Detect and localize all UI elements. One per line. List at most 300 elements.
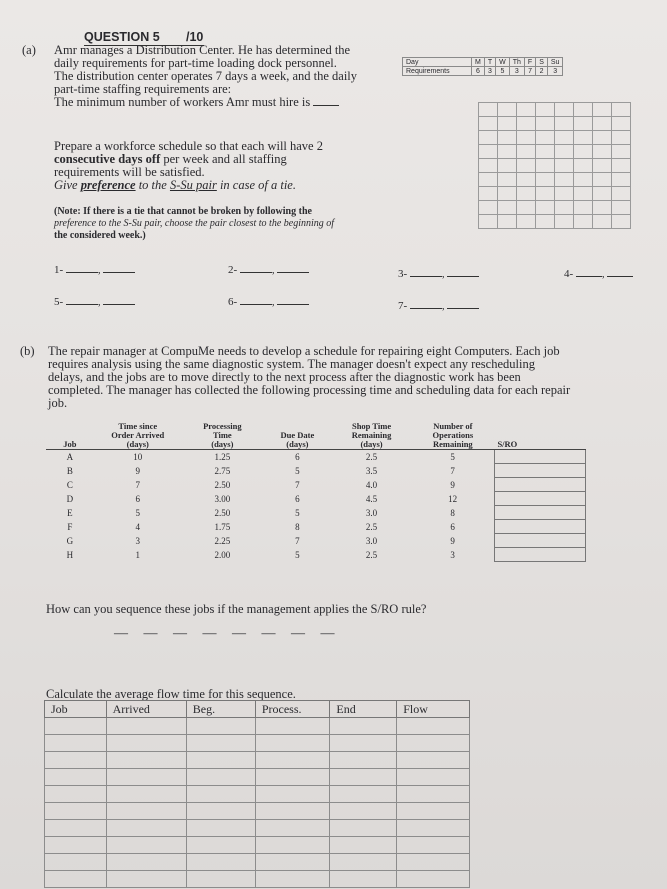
grid-cell[interactable]	[593, 173, 612, 187]
requirement-cell: 3	[547, 67, 563, 76]
job-cell-due: 6	[295, 493, 300, 504]
intro-line: The repair manager at CompuMe needs to develop a schedule for repairing eight Computers. Each job	[48, 344, 560, 358]
job-cell-due: 7	[295, 535, 300, 546]
sequence-answer-blanks[interactable]: — — — — — — — —	[114, 626, 341, 641]
job-cell-shop: 3.5	[365, 465, 378, 476]
intro-line: The distribution center operates 7 days a week, and the daily	[54, 69, 358, 83]
flow-row	[45, 871, 470, 888]
grid-cell[interactable]	[517, 117, 536, 131]
grid-cell[interactable]	[555, 103, 574, 117]
flow-col: Job	[45, 701, 107, 718]
min-workers-line	[54, 96, 394, 109]
flow-cell[interactable]	[330, 786, 397, 803]
min-workers-blank[interactable]	[313, 105, 339, 106]
job-cell-due: 5	[295, 465, 300, 476]
prepare-line-rest: per week and all staffing	[163, 152, 287, 166]
flow-cell[interactable]	[397, 735, 470, 752]
grid-cell[interactable]	[612, 173, 631, 187]
flow-cell[interactable]	[186, 769, 255, 786]
flow-cell[interactable]	[106, 871, 186, 888]
intro-line: completed. The manager has collected the following processing time and scheduling data for each repair	[48, 383, 571, 397]
part-a-label: (a)	[22, 43, 36, 57]
grid-cell[interactable]	[479, 201, 498, 215]
flow-row	[45, 752, 470, 769]
intro-line: daily requirements for part-time loading dock personnel.	[54, 56, 337, 70]
flow-cell[interactable]	[397, 786, 470, 803]
grid-cell[interactable]	[498, 201, 517, 215]
grid-cell[interactable]	[517, 215, 536, 229]
sro-cell[interactable]	[494, 548, 585, 562]
hdr-line: Time since	[118, 421, 158, 431]
grid-cell[interactable]	[498, 103, 517, 117]
flow-row	[45, 803, 470, 820]
job-cell-due: 5	[295, 549, 300, 560]
grid-row	[479, 103, 631, 117]
prepare-line: requirements will be satisfied.	[54, 165, 205, 179]
flow-cell[interactable]	[330, 752, 397, 769]
flow-cell[interactable]	[186, 735, 255, 752]
grid-cell[interactable]	[498, 215, 517, 229]
worker-slot-6[interactable]: 6- ,	[228, 296, 309, 308]
question-title: QUESTION 5	[84, 30, 160, 44]
flow-cell[interactable]	[186, 820, 255, 837]
flow-cell[interactable]	[330, 735, 397, 752]
col-arrived	[94, 422, 182, 450]
grid-cell[interactable]	[593, 103, 612, 117]
schedule-grid[interactable]	[478, 102, 631, 229]
job-row	[46, 492, 586, 506]
requirement-row	[403, 67, 563, 76]
sro-cell[interactable]	[494, 492, 585, 506]
min-workers-text: The minimum number of workers Amr must hire is	[54, 95, 311, 109]
slot-label: 1-	[54, 264, 64, 276]
col-due	[263, 422, 332, 450]
requirement-cell: 2	[536, 67, 548, 76]
note-line: (Note: If there is a tie that cannot be broken by following the	[54, 206, 312, 217]
grid-cell[interactable]	[574, 187, 593, 201]
part-b-intro	[48, 345, 648, 410]
grid-row	[479, 187, 631, 201]
grid-cell[interactable]	[612, 117, 631, 131]
grid-cell[interactable]	[555, 117, 574, 131]
job-cell-arrived: 1	[135, 549, 141, 560]
flow-cell[interactable]	[106, 752, 186, 769]
grid-cell[interactable]	[479, 103, 498, 117]
grid-cell[interactable]	[555, 201, 574, 215]
job-row	[46, 520, 586, 534]
grid-cell[interactable]	[593, 145, 612, 159]
flow-col: Flow	[397, 701, 470, 718]
grid-cell[interactable]	[498, 187, 517, 201]
grid-cell[interactable]	[517, 173, 536, 187]
flow-cell[interactable]	[397, 769, 470, 786]
job-cell-shop: 2.5	[365, 549, 378, 560]
job-row	[46, 506, 586, 520]
grid-cell[interactable]	[612, 145, 631, 159]
flow-row	[45, 718, 470, 735]
flow-cell[interactable]	[255, 752, 330, 769]
part-a-intro	[54, 44, 394, 109]
flow-cell[interactable]	[397, 837, 470, 854]
sro-cell[interactable]	[494, 478, 585, 492]
job-cell-due: 5	[295, 507, 300, 518]
note-line: preference to the S-Su pair, choose the pair closest to the beginning of	[54, 218, 335, 229]
job-cell-proc: 2.00	[214, 549, 231, 560]
flow-col: Beg.	[186, 701, 255, 718]
sro-cell[interactable]	[494, 520, 585, 534]
part-b-label: (b)	[20, 344, 35, 358]
flow-cell[interactable]	[397, 854, 470, 871]
job-row	[46, 548, 586, 562]
grid-cell[interactable]	[612, 187, 631, 201]
flow-cell[interactable]	[255, 735, 330, 752]
requirement-header: Requirements	[403, 67, 472, 76]
flow-cell[interactable]	[397, 803, 470, 820]
job-cell-job: A	[66, 451, 74, 462]
worker-slot-1[interactable]: 1- ,	[54, 264, 135, 276]
grid-cell[interactable]	[479, 117, 498, 131]
requirement-cell: 5	[496, 67, 510, 76]
grid-cell[interactable]	[612, 159, 631, 173]
intro-line: Amr manages a Distribution Center. He has determined the	[54, 43, 351, 57]
flow-row	[45, 837, 470, 854]
grid-cell[interactable]	[574, 159, 593, 173]
grid-row	[479, 215, 631, 229]
col-processing	[182, 422, 263, 450]
requirement-cell: 7	[524, 67, 535, 76]
flow-cell[interactable]	[330, 718, 397, 735]
worker-slot-5[interactable]: 5- ,	[54, 296, 135, 308]
grid-cell[interactable]	[517, 187, 536, 201]
job-row	[46, 464, 586, 478]
grid-cell[interactable]	[574, 201, 593, 215]
flow-cell[interactable]	[255, 837, 330, 854]
hdr-line: (days)	[286, 439, 309, 449]
grid-cell[interactable]	[498, 145, 517, 159]
flow-cell[interactable]	[330, 803, 397, 820]
prepare-line: Prepare a workforce schedule so that each will have 2	[54, 139, 323, 153]
job-cell-ops: 9	[450, 535, 455, 546]
col-ops	[411, 422, 494, 450]
day-cell: F	[524, 58, 535, 67]
job-cell-ops: 8	[450, 507, 455, 518]
job-cell-job: B	[66, 465, 73, 476]
day-cell: W	[496, 58, 510, 67]
worker-slot-7[interactable]: 7- ,	[398, 300, 479, 312]
col-job: Job	[46, 422, 94, 450]
flow-cell[interactable]	[397, 820, 470, 837]
grid-cell[interactable]	[555, 131, 574, 145]
hdr-line: Remaining	[351, 430, 392, 440]
tie-note	[54, 206, 394, 242]
day-cell: M	[472, 58, 485, 67]
day-requirements-table	[402, 57, 563, 76]
flow-cell[interactable]	[255, 871, 330, 888]
grid-cell[interactable]	[612, 103, 631, 117]
intro-line: delays, and the jobs are to move directly to the next process after the diagnostic work has been	[48, 370, 521, 384]
pref-word: to the	[138, 178, 167, 192]
flow-cell[interactable]	[106, 854, 186, 871]
flow-cell[interactable]	[106, 769, 186, 786]
grid-cell[interactable]	[574, 117, 593, 131]
consecutive-days-off: consecutive days off	[54, 152, 161, 166]
grid-cell[interactable]	[517, 201, 536, 215]
flow-cell[interactable]	[330, 871, 397, 888]
col-shop	[332, 422, 411, 450]
flow-row	[45, 854, 470, 871]
worker-slot-4[interactable]: 4- ,	[564, 268, 633, 280]
grid-cell[interactable]	[479, 159, 498, 173]
grid-cell[interactable]	[555, 215, 574, 229]
flow-cell[interactable]	[186, 871, 255, 888]
grid-cell[interactable]	[574, 131, 593, 145]
grid-cell[interactable]	[536, 131, 555, 145]
slot-label: 4-	[564, 268, 574, 280]
slot-label: 2-	[228, 264, 238, 276]
flow-cell[interactable]	[106, 718, 186, 735]
job-cell-ops: 12	[448, 493, 458, 504]
flow-cell[interactable]	[186, 837, 255, 854]
hdr-line: Order Arrived	[111, 430, 165, 440]
slot-label: 6-	[228, 296, 238, 308]
flow-cell[interactable]	[45, 752, 107, 769]
sro-cell[interactable]	[494, 534, 585, 548]
grid-cell[interactable]	[555, 145, 574, 159]
grid-cell[interactable]	[479, 187, 498, 201]
hdr-line: (days)	[211, 439, 234, 449]
job-cell-proc: 2.50	[214, 507, 231, 518]
flow-cell[interactable]	[45, 769, 107, 786]
grid-cell[interactable]	[536, 159, 555, 173]
calc-title: Calculate the average flow time for this sequence.	[46, 687, 296, 701]
flow-cell[interactable]	[255, 718, 330, 735]
hdr-line: Time	[212, 430, 232, 440]
job-cell-due: 8	[295, 521, 300, 532]
flow-row	[45, 786, 470, 803]
grid-cell[interactable]	[593, 117, 612, 131]
hdr-line: Due Date	[280, 430, 315, 440]
flow-cell[interactable]	[45, 735, 107, 752]
flow-cell[interactable]	[106, 803, 186, 820]
grid-cell[interactable]	[574, 145, 593, 159]
job-cell-ops: 3	[450, 549, 455, 560]
sro-cell[interactable]	[494, 464, 585, 478]
grid-cell[interactable]	[612, 215, 631, 229]
requirement-cell: 3	[484, 67, 495, 76]
job-cell-shop: 4.5	[365, 493, 378, 504]
grid-cell[interactable]	[479, 131, 498, 145]
flow-cell[interactable]	[45, 718, 107, 735]
grid-row	[479, 117, 631, 131]
job-cell-proc: 2.50	[214, 479, 231, 490]
flow-header-row	[45, 701, 470, 718]
grid-cell[interactable]	[498, 131, 517, 145]
grid-cell[interactable]	[536, 187, 555, 201]
job-row	[46, 450, 586, 464]
prepare-instructions	[54, 140, 384, 192]
grid-cell[interactable]	[555, 159, 574, 173]
flow-cell[interactable]	[106, 786, 186, 803]
pref-word: in case of a tie.	[219, 178, 296, 192]
grid-cell[interactable]	[536, 103, 555, 117]
grid-cell[interactable]	[593, 215, 612, 229]
job-row	[46, 478, 586, 492]
grid-cell[interactable]	[498, 117, 517, 131]
flow-cell[interactable]	[186, 803, 255, 820]
job-cell-shop: 3.0	[365, 535, 378, 546]
grid-cell[interactable]	[517, 159, 536, 173]
grid-cell[interactable]	[612, 201, 631, 215]
hdr-line: (days)	[360, 439, 383, 449]
grid-cell[interactable]	[593, 159, 612, 173]
grid-cell[interactable]	[574, 103, 593, 117]
flow-cell[interactable]	[255, 854, 330, 871]
flow-time-table[interactable]	[44, 700, 470, 888]
preference-line	[54, 179, 384, 192]
flow-cell[interactable]	[45, 871, 107, 888]
slot-label: 5-	[54, 296, 64, 308]
flow-cell[interactable]	[186, 718, 255, 735]
flow-cell[interactable]	[330, 820, 397, 837]
flow-cell[interactable]	[255, 803, 330, 820]
grid-cell[interactable]	[498, 159, 517, 173]
hdr-line: Number of	[433, 421, 473, 431]
job-cell-shop: 2.5	[365, 521, 378, 532]
note-line: the considered week.)	[54, 230, 146, 241]
flow-cell[interactable]	[330, 837, 397, 854]
job-cell-proc: 1.75	[214, 521, 231, 532]
flow-row	[45, 769, 470, 786]
slot-label: 7-	[398, 300, 408, 312]
job-cell-arrived: 7	[135, 479, 141, 490]
intro-line: requires analysis using the same diagnostic system. The manager doesn't expect any rescheduling	[48, 357, 535, 371]
flow-cell[interactable]	[106, 837, 186, 854]
job-cell-arrived: 3	[135, 535, 141, 546]
flow-cell[interactable]	[255, 769, 330, 786]
grid-cell[interactable]	[574, 173, 593, 187]
job-cell-job: C	[66, 479, 73, 490]
flow-cell[interactable]	[45, 837, 107, 854]
worker-slot-2[interactable]: 2- ,	[228, 264, 309, 276]
requirement-cell: 6	[472, 67, 485, 76]
grid-cell[interactable]	[593, 187, 612, 201]
hdr-line: (days)	[126, 439, 149, 449]
slot-label: 3-	[398, 268, 408, 280]
grid-cell[interactable]	[593, 131, 612, 145]
jobs-header-row	[46, 422, 586, 450]
pref-emph: preference	[80, 178, 136, 192]
grid-cell[interactable]	[517, 131, 536, 145]
day-cell: T	[484, 58, 495, 67]
flow-cell[interactable]	[45, 786, 107, 803]
job-cell-proc: 3.00	[214, 493, 231, 504]
flow-cell[interactable]	[106, 820, 186, 837]
grid-cell[interactable]	[479, 215, 498, 229]
flow-cell[interactable]	[45, 820, 107, 837]
job-cell-proc: 1.25	[214, 451, 231, 462]
flow-cell[interactable]	[330, 769, 397, 786]
job-cell-proc: 2.25	[214, 535, 231, 546]
hdr-line: Processing	[203, 421, 242, 431]
job-cell-proc: 2.75	[214, 465, 231, 476]
grid-cell[interactable]	[498, 173, 517, 187]
requirement-cell: 3	[509, 67, 524, 76]
job-cell-arrived: 5	[135, 507, 141, 518]
job-cell-ops: 6	[450, 521, 455, 532]
grid-row	[479, 159, 631, 173]
job-cell-ops: 5	[450, 451, 455, 462]
grid-cell[interactable]	[612, 131, 631, 145]
flow-cell[interactable]	[255, 820, 330, 837]
grid-cell[interactable]	[536, 173, 555, 187]
job-cell-job: D	[66, 493, 74, 504]
grid-cell[interactable]	[555, 187, 574, 201]
day-cell: Su	[547, 58, 563, 67]
grid-cell[interactable]	[536, 117, 555, 131]
flow-cell[interactable]	[186, 752, 255, 769]
flow-cell[interactable]	[255, 786, 330, 803]
job-cell-ops: 7	[450, 465, 455, 476]
flow-cell[interactable]	[106, 735, 186, 752]
flow-cell[interactable]	[330, 854, 397, 871]
flow-col: Process.	[255, 701, 330, 718]
flow-cell[interactable]	[45, 854, 107, 871]
job-cell-ops: 9	[450, 479, 455, 490]
grid-cell[interactable]	[479, 145, 498, 159]
grid-cell[interactable]	[574, 215, 593, 229]
intro-line: job.	[48, 396, 68, 410]
grid-cell[interactable]	[536, 145, 555, 159]
col-sro: S/RO	[494, 422, 585, 450]
intro-line: part-time staffing requirements are:	[54, 82, 232, 96]
jobs-table	[46, 422, 586, 562]
grid-cell[interactable]	[517, 103, 536, 117]
job-cell-job: E	[67, 507, 73, 518]
sro-cell[interactable]	[494, 506, 585, 520]
grid-cell[interactable]	[479, 173, 498, 187]
job-cell-shop: 2.5	[365, 451, 378, 462]
flow-cell[interactable]	[186, 854, 255, 871]
sequence-question: How can you sequence these jobs if the management applies the S/RO rule?	[46, 602, 427, 616]
job-cell-arrived: 9	[135, 465, 141, 476]
grid-row	[479, 201, 631, 215]
flow-cell[interactable]	[186, 786, 255, 803]
hdr-line: Operations	[432, 430, 474, 440]
grid-cell[interactable]	[536, 201, 555, 215]
flow-cell[interactable]	[397, 718, 470, 735]
worker-slot-3[interactable]: 3- ,	[398, 268, 479, 280]
flow-cell[interactable]	[397, 752, 470, 769]
job-cell-job: H	[66, 549, 74, 560]
grid-cell[interactable]	[536, 215, 555, 229]
sro-cell[interactable]	[494, 450, 585, 464]
grid-cell[interactable]	[517, 145, 536, 159]
grid-row	[479, 131, 631, 145]
grid-cell[interactable]	[555, 173, 574, 187]
flow-cell[interactable]	[397, 871, 470, 888]
day-cell: Th	[509, 58, 524, 67]
job-cell-due: 7	[295, 479, 300, 490]
job-cell-shop: 4.0	[365, 479, 378, 490]
flow-col: Arrived	[106, 701, 186, 718]
flow-col: End	[330, 701, 397, 718]
grid-cell[interactable]	[593, 201, 612, 215]
hdr-line: Remaining	[433, 439, 473, 449]
hdr-line: Shop Time	[351, 421, 392, 431]
job-row	[46, 534, 586, 548]
flow-cell[interactable]	[45, 803, 107, 820]
day-row	[403, 58, 563, 67]
